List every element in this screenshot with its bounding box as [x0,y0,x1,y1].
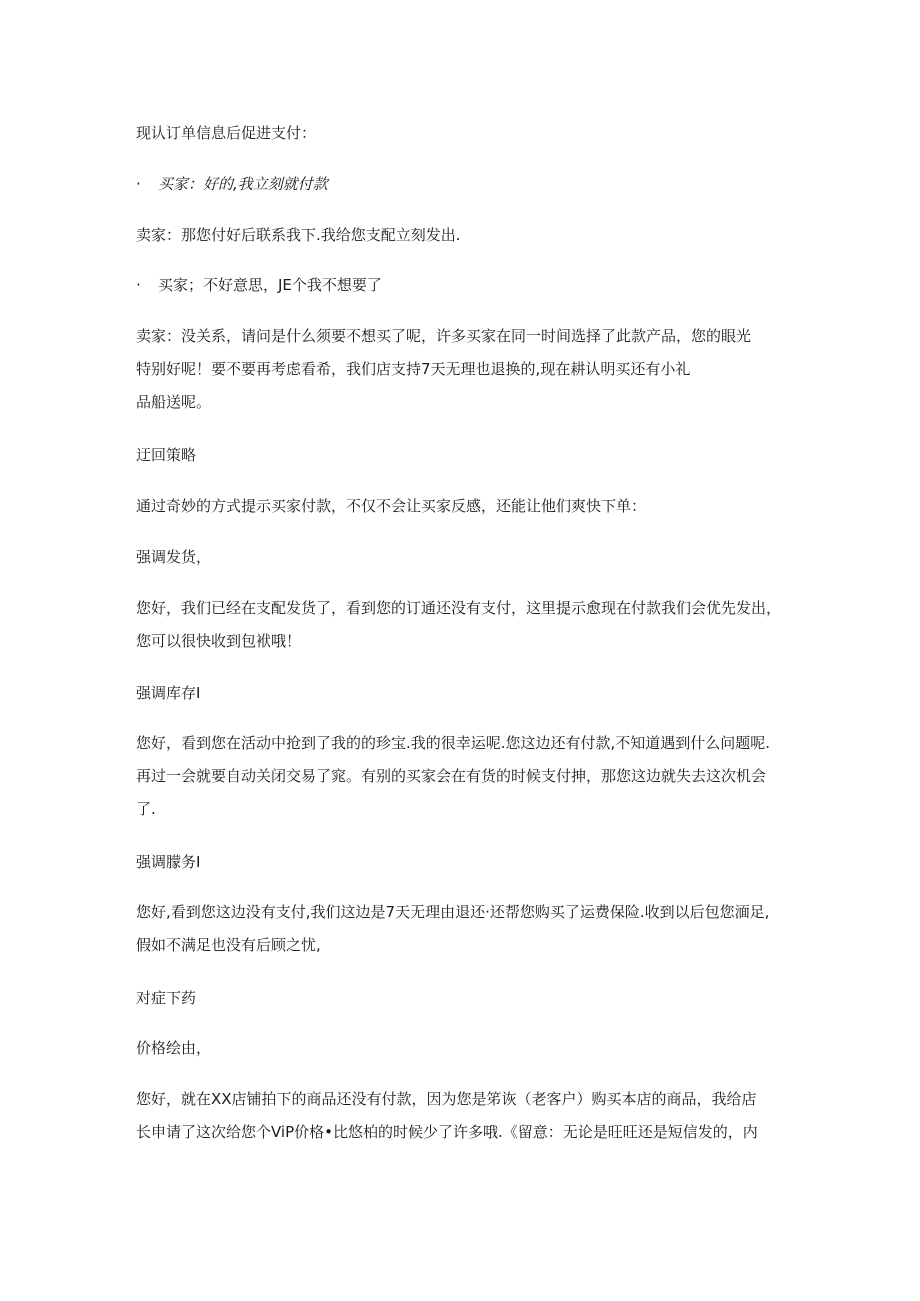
bullet-buyer-agree [136,172,328,196]
paragraph-stock [136,731,796,821]
paragraph-price [136,1087,796,1144]
heading-service: 强调朦务I [136,853,201,871]
paragraph-seller-reply: 卖家：那您付好后联系我下.我给您支配立刻发出. [136,226,461,244]
text-line: 特别好呢！要不要再考虑看希，我们店支持7天无理也退换的,现在耕认明买还有小礼 [136,360,691,378]
text-line: 假如不满足也没有后顾之忧, [136,936,321,954]
paragraph-intro: 现认订单信息后促进支付： [136,124,317,142]
paragraph-seller-persuade [136,324,796,414]
text-line: 您可以很快收到包袱哦！ [136,632,302,650]
bullet-text: 买家；不好意思，JE个我不想要了 [158,276,382,294]
text-line: 品船送呢。 [136,393,212,411]
text-line: 您好，就在XX店铺拍下的商品还没有付款，因为您是笫诙（老客户）购买本店的商品，我给店 [136,1090,757,1108]
text-line: 卖家：没关系，请问是什么须要不想买了呢，许多买家在同一时间选择了此款产品，您的眼光 [136,327,752,345]
paragraph-strategy-intro: 通过奇妙的方式提示买家付款，不仅不会让买家反感，还能让他们爽快下单： [136,497,647,515]
heading-strategy: 迂回策略 [136,446,197,464]
text-line: 了. [136,800,156,818]
text-line: 您好，我们已经在支配发货了，看到您的订通还没有支付，这里提示愈现在付款我们会优先发出， [136,599,782,617]
text-line: 长申请了这次给您个ViP价格•比悠柏的时候少了许多哦.《留意：无论是旺旺还是短信发的，内 [136,1123,758,1141]
heading-stock: 强调库存I [136,684,201,702]
heading-shipping: 强调发货， [136,548,212,566]
text-line: 您好，看到您在活动中抢到了我的的珍宝.我的很幸运呢.您这边还有付款,不知道遇到什么问题呢. [136,734,771,752]
text-line: 再过一会就要自动关闭交易了窕。有别的买家会在有货的时候支付抻，那您这边就失去这次机会 [136,767,767,785]
paragraph-shipping [136,596,796,653]
paragraph-service [136,900,796,957]
heading-targeted: 对症下药 [136,989,197,1007]
bullet-dot: · [136,175,141,193]
bullet-dot: · [136,276,141,294]
heading-price: 价格绘由， [136,1039,212,1057]
text-line: 您好,看到您这边没有支付,我们这边是7天无理由退还·还帮您购买了运费保险.收到以后包您湎足, [136,903,770,921]
bullet-buyer-decline [136,273,382,297]
bullet-text: 买家：好的,我立刻就付款 [158,175,328,193]
